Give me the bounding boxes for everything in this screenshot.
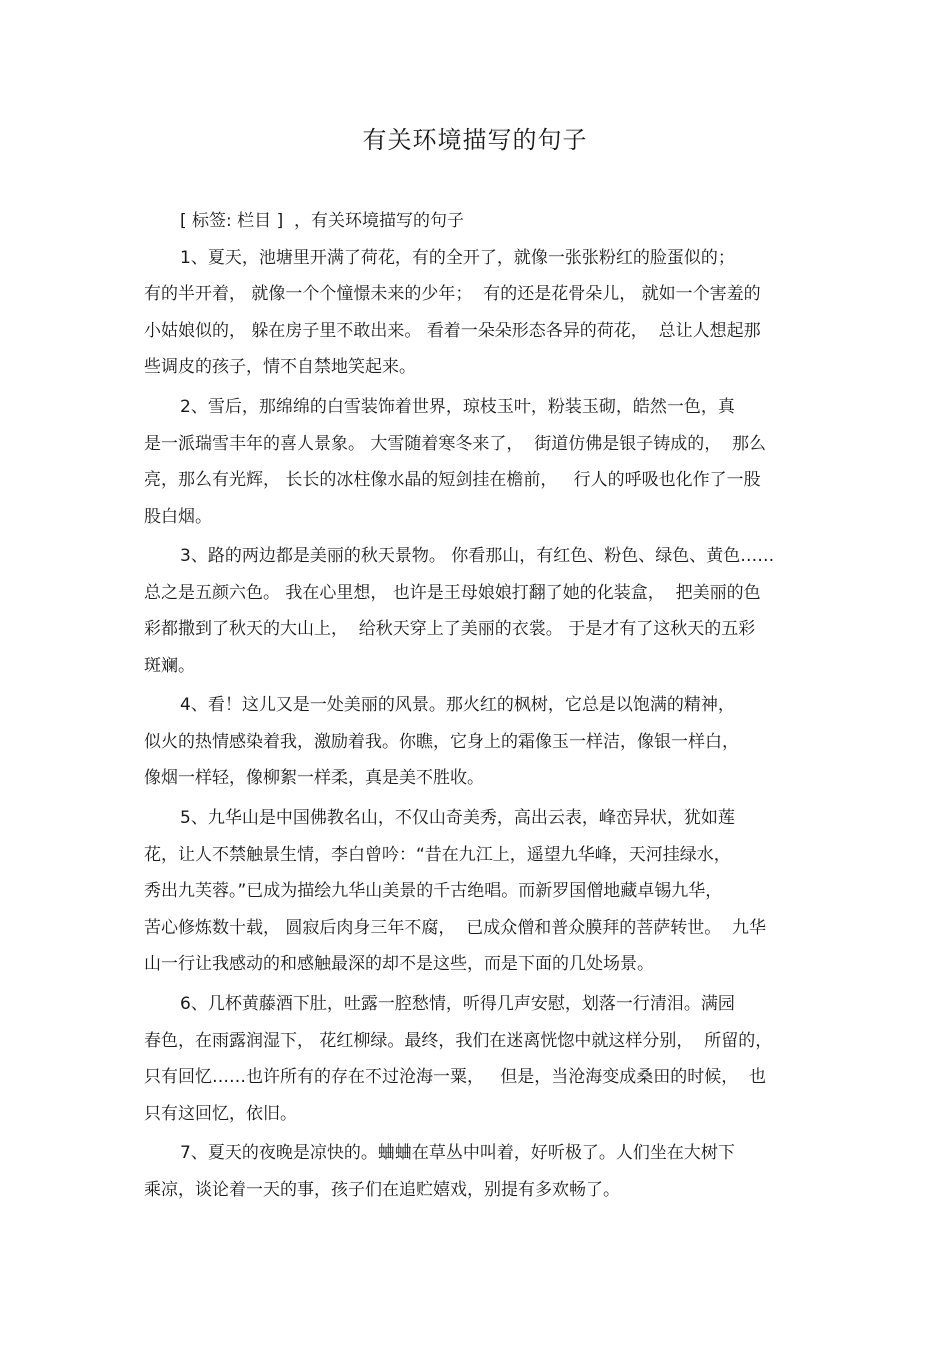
text-line: 彩都撒到了秋天的大山上， 给秋天穿上了美丽的衣裳。 于是才有了这秋天的五彩 [144,619,756,639]
text-line: 亮，那么有光辉， 长长的冰柱像水晶的短剑挂在檐前， 行人的呼吸也化作了一股 [144,470,761,490]
text-line: 有的半开着， 就像一个个憧憬未来的少年； 有的还是花骨朵儿， 就如一个害羞的 [144,284,761,304]
text-line: 春色，在雨露润湿下， 花红柳绿。最终，我们在迷离恍惚中就这样分别， 所留的， [144,1030,773,1051]
text-line: 乘凉，谈论着一天的事，孩子们在追贮嬉戏，别提有多欢畅了。 [144,1179,620,1200]
text-line: 只有回忆……也许所有的存在不过沧海一粟， 但是，当沧海变成桑田的时候， 也 [144,1067,767,1087]
text-line: 斑斓。 [144,655,195,676]
text-line: 山一行让我感动的和感触最深的却不是这些，而是下面的几处场景。 [144,954,654,974]
text-line: 总之是五颜六色。 我在心里想， 也许是王母娘娘打翻了她的化装盒， 把美丽的色 [144,582,761,603]
text-line: 是一派瑞雪丰年的喜人景象。 大雪随着寒冬来了， 街道仿佛是银子铸成的， 那么 [144,433,767,454]
text-line: 些调皮的孩子，情不自禁地笑起来。 [144,357,416,377]
tag-line: [ 标签: 栏目 ] ，有关环境描写的句子 [180,211,465,231]
text-line: 花，让人不禁触景生情，李白曾吟：“昔在九江上，遥望九华峰，天河挂绿水， [144,844,731,865]
text-line: 2、雪后，那绵绵的白雪装饰着世界，琼枝玉叶，粉装玉砌，皓然一色，真 [180,397,735,417]
text-line: 秀出九芙蓉。”已成为描绘九华山美景的千古绝唱。而新罗国僧地藏卓锡九华， [144,881,723,901]
text-line: 小姑娘似的， 躲在房子里不敢出来。 看着一朵朵形态各异的荷花， 总让人想起那 [144,320,761,341]
text-line: 7、夏天的夜晚是凉快的。蛐蛐在草丛中叫着，好听极了。人们坐在大树下 [180,1143,735,1163]
text-line: 股白烟。 [144,506,212,527]
page-title: 有关环境描写的句子 [362,126,588,154]
text-line: 只有这回忆，依旧。 [144,1103,297,1124]
text-line: 5、九华山是中国佛教名山，不仅山奇美秀，高出云表，峰峦异状，犹如莲 [180,808,735,828]
text-line: 似火的热情感染着我，激励着我。你瞧，它身上的霜像玉一样洁，像银一样白， [144,731,739,752]
text-line: 像烟一样轻，像柳絮一样柔，真是美不胜收。 [144,768,484,788]
text-line: 3、路的两边都是美丽的秋天景物。 你看那山，有红色、粉色、绿色、黄色…… [180,546,775,566]
text-line: 苦心修炼数十载， 圆寂后肉身三年不腐， 已成众僧和普众膜拜的菩萨转世。 九华 [144,917,767,938]
text-line: 6、几杯黄藤酒下肚，吐露一腔愁情，听得几声安慰，划落一行清泪。满园 [180,994,735,1014]
text-line: 4、看！这儿又是一处美丽的风景。那火红的枫树，它总是以饱满的精神， [180,695,735,715]
text-line: 1、夏天，池塘里开满了荷花，有的全开了，就像一张张粉红的脸蛋似的； [180,247,735,268]
